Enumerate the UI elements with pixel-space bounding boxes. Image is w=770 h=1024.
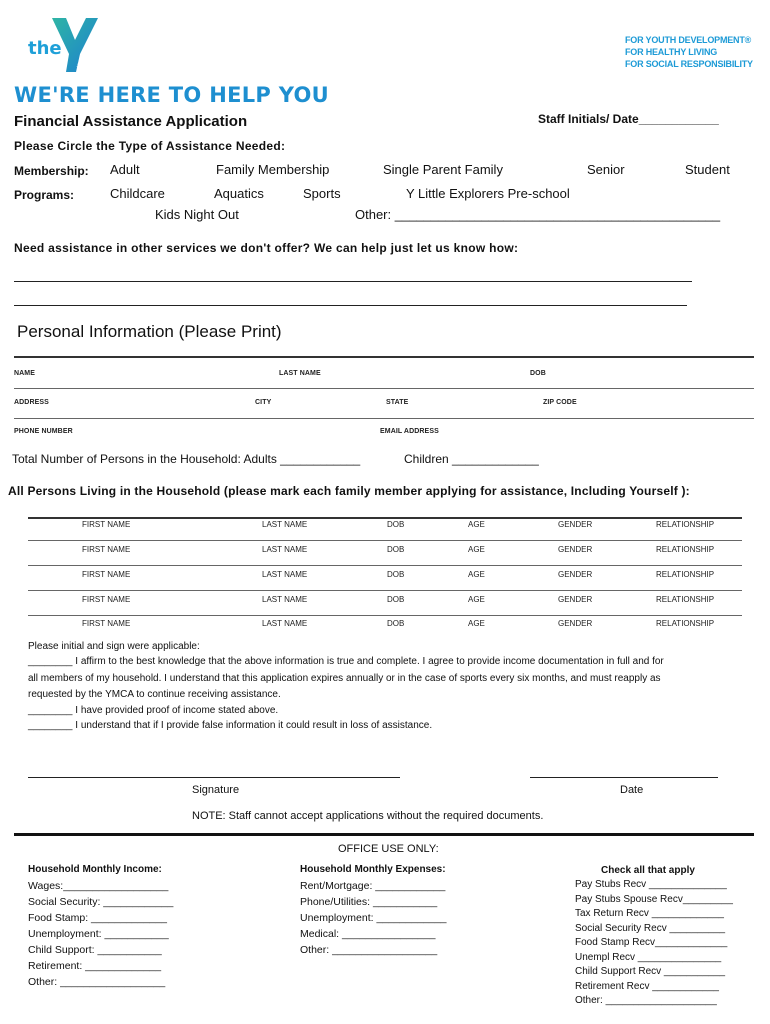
household-row-line[interactable]	[28, 565, 742, 566]
date-line[interactable]	[530, 777, 718, 778]
other-services-line-1[interactable]	[14, 281, 692, 282]
program-option-little-explorers[interactable]: Y Little Explorers Pre-school	[406, 186, 570, 201]
household-col-relationship: RELATIONSHIP	[656, 570, 715, 579]
tagline-line-2: FOR HEALTHY LIVING	[625, 47, 718, 57]
expense-phone-field[interactable]: Phone/Utilities: ___________	[300, 896, 438, 908]
program-option-childcare[interactable]: Childcare	[110, 186, 165, 201]
children-field[interactable]: Children _____________	[404, 452, 539, 466]
program-other-field[interactable]: Other: _____________________________________________	[355, 207, 721, 222]
tagline-line-1: FOR YOUTH DEVELOPMENT®	[625, 35, 752, 45]
name-label: NAME	[14, 370, 36, 377]
expense-rent-field[interactable]: Rent/Mortgage: ____________	[300, 880, 446, 892]
household-heading: All Persons Living in the Household (please mark each family member applying for assistance, Including Yourself ):	[8, 484, 690, 498]
household-col-age: AGE	[468, 619, 485, 628]
logo-the-text: the	[28, 38, 62, 59]
office-heading: OFFICE USE ONLY:	[338, 843, 439, 855]
household-col-last-name: LAST NAME	[262, 595, 308, 604]
income-unemployment-field[interactable]: Unemployment: ___________	[28, 928, 169, 940]
expense-other-field[interactable]: Other: __________________	[300, 944, 438, 956]
household-row-line[interactable]	[28, 540, 742, 541]
income-section	[28, 862, 173, 990]
note-text: NOTE: Staff cannot accept applications without the required documents.	[192, 810, 544, 822]
circle-prompt: Please Circle the Type of Assistance Needed:	[14, 139, 286, 153]
household-col-gender: GENDER	[558, 595, 593, 604]
program-option-aquatics[interactable]: Aquatics	[214, 186, 264, 201]
household-col-age: AGE	[468, 545, 485, 554]
household-col-relationship: RELATIONSHIP	[656, 520, 715, 529]
household-col-dob: DOB	[387, 570, 405, 579]
expense-medical-field[interactable]: Medical: ________________	[300, 928, 436, 940]
membership-option-single-parent[interactable]: Single Parent Family	[383, 162, 503, 177]
household-col-dob: DOB	[387, 619, 405, 628]
household-col-relationship: RELATIONSHIP	[656, 545, 715, 554]
household-col-dob: DOB	[387, 595, 405, 604]
personal-info-top-rule	[14, 356, 754, 358]
household-col-dob: DOB	[387, 520, 405, 529]
household-col-last-name: LAST NAME	[262, 545, 308, 554]
household-col-first-name: FIRST NAME	[82, 595, 131, 604]
household-col-last-name: LAST NAME	[262, 619, 308, 628]
household-row-line[interactable]	[28, 615, 742, 616]
household-col-first-name: FIRST NAME	[82, 570, 131, 579]
household-col-first-name: FIRST NAME	[82, 520, 131, 529]
household-col-age: AGE	[468, 570, 485, 579]
check-section	[575, 863, 733, 1009]
address-label: ADDRESS	[14, 399, 49, 406]
form-title: Financial Assistance Application	[14, 113, 248, 130]
check-title: Check all that apply	[601, 865, 695, 876]
household-col-last-name: LAST NAME	[262, 520, 308, 529]
check-food-stamp[interactable]: Food Stamp Recv_____________	[575, 937, 728, 948]
membership-option-family[interactable]: Family Membership	[216, 162, 330, 177]
membership-option-student[interactable]: Student	[685, 162, 730, 177]
check-other[interactable]: Other: ____________________	[575, 995, 717, 1006]
check-tax-return[interactable]: Tax Return Recv _____________	[575, 908, 724, 919]
income-social-security-field[interactable]: Social Security: ____________	[28, 896, 174, 908]
check-pay-stubs-spouse[interactable]: Pay Stubs Spouse Recv_________	[575, 893, 733, 905]
check-social-security[interactable]: Social Security Recv __________	[575, 922, 726, 934]
phone-number-label: PHONE NUMBER	[14, 428, 73, 435]
tagline	[625, 34, 753, 70]
state-label: STATE	[386, 399, 409, 406]
signature-label: Signature	[192, 784, 240, 796]
household-col-dob: DOB	[387, 545, 405, 554]
affirmation-p2[interactable]: ________ I have provided proof of income stated above.	[28, 705, 279, 716]
affirmation-p3[interactable]: ________ I understand that if I provide false information it could result in loss of assistance.	[28, 720, 433, 731]
household-col-gender: GENDER	[558, 570, 593, 579]
household-col-age: AGE	[468, 520, 485, 529]
household-row-line[interactable]	[28, 590, 742, 591]
check-child-support[interactable]: Child Support Recv ___________	[575, 966, 726, 977]
household-col-relationship: RELATIONSHIP	[656, 619, 715, 628]
check-unempl[interactable]: Unempl Recv _______________	[575, 951, 722, 963]
other-services-line-2[interactable]	[14, 305, 687, 306]
household-col-age: AGE	[468, 595, 485, 604]
expense-unemployment-field[interactable]: Unemployment: ____________	[300, 912, 447, 924]
income-retirement-field[interactable]: Retirement: _____________	[28, 960, 162, 972]
household-col-relationship: RELATIONSHIP	[656, 595, 715, 604]
office-divider	[14, 833, 754, 836]
date-label: Date	[620, 784, 644, 796]
household-col-first-name: FIRST NAME	[82, 619, 131, 628]
household-col-last-name: LAST NAME	[262, 570, 308, 579]
household-col-first-name: FIRST NAME	[82, 545, 131, 554]
check-pay-stubs[interactable]: Pay Stubs Recv ______________	[575, 879, 727, 890]
household-col-gender: GENDER	[558, 520, 593, 529]
household-col-gender: GENDER	[558, 619, 593, 628]
membership-option-senior[interactable]: Senior	[587, 162, 625, 177]
household-top-rule	[28, 517, 742, 519]
affirmation-p1-line-1[interactable]: ________ I affirm to the best knowledge that the above information is true and complete. I agree to provide income documentation in full and for	[28, 656, 664, 667]
program-option-sports[interactable]: Sports	[303, 186, 341, 201]
staff-initials-field[interactable]: Staff Initials/ Date____________	[538, 112, 719, 126]
signature-line[interactable]	[28, 777, 400, 778]
programs-label: Programs:	[14, 188, 75, 202]
city-label: CITY	[255, 399, 272, 406]
program-option-kids-night-out[interactable]: Kids Night Out	[155, 207, 239, 222]
headline: WE'RE HERE TO HELP YOU	[14, 83, 329, 107]
affirmation-p1-line-3: requested by the YMCA to continue receiving assistance.	[28, 689, 281, 700]
income-wages-field[interactable]: Wages:__________________	[28, 880, 169, 892]
last-name-label: LAST NAME	[279, 370, 321, 377]
total-persons-field[interactable]: Total Number of Persons in the Household: Adults ____________	[12, 452, 361, 466]
personal-info-heading: Personal Information (Please Print)	[17, 322, 282, 341]
zip-code-label: ZIP CODE	[543, 399, 577, 406]
household-col-gender: GENDER	[558, 545, 593, 554]
phone-line[interactable]	[14, 418, 754, 419]
affirmation-p1-line-2: all members of my household. I understand that this application expires annually or in the case of sports every six months, and must reapply as	[28, 673, 661, 684]
check-retirement[interactable]: Retirement Recv ____________	[575, 980, 719, 992]
affirmation-intro: Please initial and sign were applicable:	[28, 641, 200, 652]
tagline-line-3: FOR SOCIAL RESPONSIBILITY	[625, 59, 753, 69]
income-food-stamp-field[interactable]: Food Stamp: _____________	[28, 912, 167, 924]
membership-option-adult[interactable]: Adult	[110, 162, 140, 177]
income-title: Household Monthly Income:	[28, 864, 162, 875]
expenses-title: Household Monthly Expenses:	[300, 864, 446, 875]
logo-ymca-small-text: YMCA	[75, 53, 87, 69]
expenses-section	[300, 862, 447, 958]
address-line[interactable]	[14, 388, 754, 389]
other-services-prompt: Need assistance in other services we don't offer? We can help just let us know how:	[14, 241, 519, 255]
ymca-logo	[28, 14, 103, 76]
dob-label: DOB	[530, 370, 546, 377]
email-address-label: EMAIL ADDRESS	[380, 428, 439, 435]
income-other-field[interactable]: Other: __________________	[28, 976, 166, 988]
income-child-support-field[interactable]: Child Support: ___________	[28, 944, 162, 956]
membership-label: Membership:	[14, 164, 89, 178]
